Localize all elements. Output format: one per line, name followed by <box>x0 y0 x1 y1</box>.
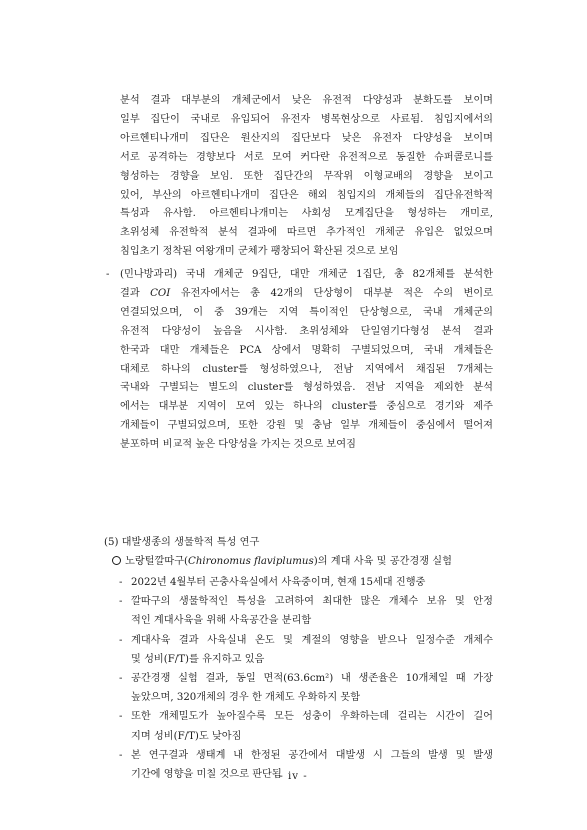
dash-marker: - <box>119 596 123 608</box>
sub-list <box>119 573 493 784</box>
dash-marker: - <box>119 711 123 723</box>
dash-marker: - <box>119 673 123 685</box>
circle-bullet-item <box>112 553 452 571</box>
text-line: 2022년 4월부터 곤충사육실에서 사육중이며, 현재 15세대 진행중 <box>131 577 426 588</box>
text-line: 또한 개체밀도가 높아질수록 모든 성충이 우화하는데 걸리는 시간이 길어 <box>131 711 493 723</box>
section-heading: (5) 대발생종의 생물학적 특성 연구 <box>104 537 260 548</box>
text-line-coi <box>120 285 493 304</box>
text-line: 아르헨티나개미 집단은 원산지의 집단보다 낮은 유전자 다양성을 보이며 <box>120 132 493 144</box>
circle-item-prefix: 노랑털깔따구( <box>125 556 189 567</box>
dash-marker: - <box>119 749 123 761</box>
text-line: 형성하는 경향을 보임. 또한 집단간의 무작위 이형교배의 경향을 보이고 <box>120 170 493 182</box>
dash-marker: - <box>119 577 123 588</box>
text-line: 초위성체 유전학적 분석 결과에 따르면 추가적인 개체군 유입은 없었으며 <box>120 227 493 239</box>
list-item <box>119 573 493 592</box>
list-item <box>119 592 493 630</box>
text-line: 특성과 유사함. 아르헨티나개미는 사회성 모계집단을 형성하는 개미로, <box>120 208 493 220</box>
species-name: Chironomus flaviplumus <box>188 556 314 567</box>
gene-name: COI <box>150 287 171 299</box>
text-line: 국내와 구별되는 별도의 cluster를 형성하였음. 전남 지역을 제외한 분석 <box>120 382 493 394</box>
text-line: 서로 공격하는 경향보다 서로 모여 커다란 유전적으로 동질한 슈퍼콜로니를 <box>120 151 493 163</box>
text-line: 분석 결과 대부분의 개체군에서 낮은 유전적 다양성과 분화도를 보이며 <box>120 95 493 106</box>
text-line: 한국과 대만 개체들은 PCA 상에서 명확히 구별되었으며, 국내 개체들은 <box>120 344 493 356</box>
text-line: 개체들이 구별되었으며, 또한 강원 및 충남 일부 개체들이 중심에서 떨어져 <box>120 420 493 432</box>
text-line: 적인 계대사육을 위해 사육공간을 분리함 <box>131 615 312 627</box>
text-line: 계대사육 결과 사육실내 온도 및 계절의 영향을 받으나 일정수준 개체수 <box>131 634 493 646</box>
text-line: 에서는 대부분 지역이 모여 있는 하나의 cluster를 중심으로 경기와 제주 <box>120 401 493 413</box>
text-line: 침입초기 정착된 여왕개미 군체가 팽창되어 확산된 것으로 보임 <box>120 246 399 258</box>
list-item <box>119 669 493 707</box>
list-item <box>119 631 493 669</box>
text-line: 본 연구결과 생태계 내 한정된 공간에서 대발생 시 그들의 발생 및 발생 <box>131 749 493 761</box>
dash-paragraph <box>106 266 493 455</box>
text-line: 및 성비(F/T)를 유지하고 있음 <box>131 653 265 665</box>
text-line: 일부 집단이 국내로 유입되어 유전자 병목현상으로 사료됨. 침입지에서의 <box>120 113 493 125</box>
text-line: 높았으며, 320개체의 경우 한 개체도 우화하지 못함 <box>131 692 361 704</box>
text-line: 공간경쟁 실험 결과, 동일 면적(63.6cm²) 내 생존율은 10개체일 때 가장 <box>131 673 493 685</box>
text-line: 깔따구의 생물학적인 특성을 고려하여 최대한 많은 개체수 보유 및 안정 <box>131 596 493 608</box>
circle-item-suffix: )의 계대 사육 및 공간경쟁 실험 <box>313 556 452 567</box>
text-line: 지며 성비(F/T)도 낮아짐 <box>131 730 242 742</box>
text-line: 있어, 부산의 아르헨티나개미 집단은 해외 침입지의 개체들의 집단유전학적 <box>120 189 493 201</box>
text-segment: 결과 <box>120 287 151 299</box>
text-line: 기간에 영향을 미칠 것으로 판단됨 <box>131 769 282 781</box>
list-item <box>119 707 493 745</box>
text-line: 연결되었으며, 이 중 39개는 지역 특이적인 단상형으로, 국내 개체군의 <box>120 306 493 318</box>
text-line: 대체로 하나의 cluster를 형성하였으나, 전남 지역에서 채집된 7개체는 <box>120 363 493 375</box>
dash-marker: - <box>106 269 110 280</box>
text-line: 유전적 다양성이 높음을 시사함. 초위성체와 단일염기다형성 분석 결과 <box>120 325 493 337</box>
text-line: (민나방과리) 국내 개체군 9집단, 대만 개체군 1집단, 총 82개체를 분석한 <box>120 269 493 280</box>
text-segment: 유전자에서는 총 42개의 단상형이 대부분 적은 수의 변이로 <box>170 287 493 299</box>
page-number: - iv - <box>279 771 308 782</box>
dash-marker: - <box>119 634 123 646</box>
text-line: 분포하며 비교적 높은 다양성을 가지는 것으로 보여짐 <box>120 439 356 451</box>
intro-paragraph <box>120 92 493 262</box>
circle-bullet-icon <box>112 556 121 565</box>
